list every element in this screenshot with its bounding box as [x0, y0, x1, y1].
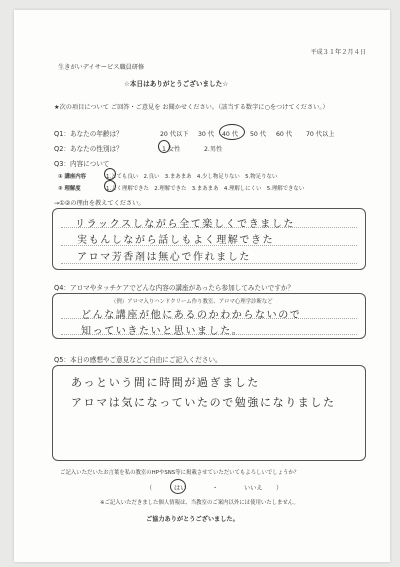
- answer-box-1[interactable]: [52, 208, 366, 270]
- permission-no[interactable]: いいえ: [244, 485, 263, 492]
- q1-option-20[interactable]: 20 代以下: [160, 131, 189, 138]
- permission-question: ご記入いただいたお言葉を私の教室のHPやSNS等に掲載させていただいてもよろしいでしょうか？: [60, 470, 300, 476]
- answer1-line1: リラックスしながら全て楽しくできました: [75, 219, 296, 230]
- q1-option-30[interactable]: 30 代: [198, 131, 215, 138]
- answer3-line2: アロマは気になっていたので勉強になりました: [71, 396, 336, 409]
- permission-yes[interactable]: はい: [174, 485, 187, 492]
- q3-row1-selected-circle: [104, 168, 116, 180]
- privacy-note: ※ご記入いただきました個人情報は、当教室のご案内以外には使用いたしません。: [100, 500, 299, 506]
- answer2-line2: 知っていきたいと思いました。: [81, 326, 244, 337]
- survey-sheet: [14, 10, 390, 562]
- answer3-line1: あっという間に時間が過ぎました: [71, 376, 260, 389]
- answer1-line3: アロマ芳香剤は無心で作れました: [77, 252, 251, 263]
- q2-option-male[interactable]: 2.男性: [204, 146, 223, 153]
- q3-label: Q3：内容について: [54, 160, 110, 168]
- organization-name: 生きがいデイサービス職員研修: [58, 64, 145, 71]
- q2-label: Q2：あなたの性別は？: [54, 145, 123, 153]
- q4-label: Q4：アロマやタッチケアでどんな内容の講座があったら参加してみたいですか？: [54, 284, 295, 292]
- answer-box-2[interactable]: [52, 293, 366, 339]
- q3-followup: →①②の理由を教えてください。: [54, 200, 145, 207]
- q2-option-female[interactable]: 1 女性: [162, 146, 181, 153]
- closing-text: ご協力ありがとうございました。: [146, 516, 239, 523]
- permission-paren-open: （: [146, 485, 153, 492]
- q3-row2-selected-circle: [104, 180, 116, 192]
- q1-option-50[interactable]: 50 代: [250, 131, 267, 138]
- permission-selected-circle: [170, 479, 186, 494]
- permission-paren-close: ）: [276, 485, 283, 492]
- q5-label: Q5：本日の感想やご意見などご自由にご記入ください。: [54, 356, 222, 364]
- q1-option-40[interactable]: 40 代: [222, 131, 239, 138]
- q4-example: （例）アロマ入りハンドクリーム作り教室、アロマ心理学診断など: [111, 299, 273, 305]
- instructions-text: ★次の項目について ご回答・ご意見を お聞かせください。（該当する数字に○をつけてください。）: [54, 104, 329, 111]
- q1-option-70[interactable]: 70 代以上: [306, 131, 335, 138]
- q2-selected-circle: [158, 140, 170, 153]
- answer1-line2: 実もんしながら話しもよく理解できた: [77, 235, 275, 246]
- q3-row2-options[interactable]: 1.よく理解できた 2.理解できた 3.まあまあ 4.理解しにくい 5.理解できない: [106, 186, 305, 192]
- q3-row1-options[interactable]: 1.とても良い 2.良い 3.まあまあ 4.少し物足りない 5.物足りない: [106, 174, 278, 180]
- q3-row2-label: ② 理解度: [58, 186, 81, 192]
- survey-date: 平成３１年２月４日: [310, 49, 366, 56]
- q1-selected-circle: [219, 124, 245, 140]
- thanks-heading: ☆本日はありがとうございました☆: [124, 80, 229, 88]
- q3-row1-label: ① 講座内容: [58, 174, 87, 180]
- permission-separator: ・: [212, 485, 219, 492]
- answer-box-3[interactable]: [52, 365, 366, 461]
- q1-option-60[interactable]: 60 代: [276, 131, 293, 138]
- answer2-line1: どんな講座が他にあるのかわからないので: [81, 310, 302, 321]
- q1-label: Q1：あなたの年齢は？: [54, 130, 123, 138]
